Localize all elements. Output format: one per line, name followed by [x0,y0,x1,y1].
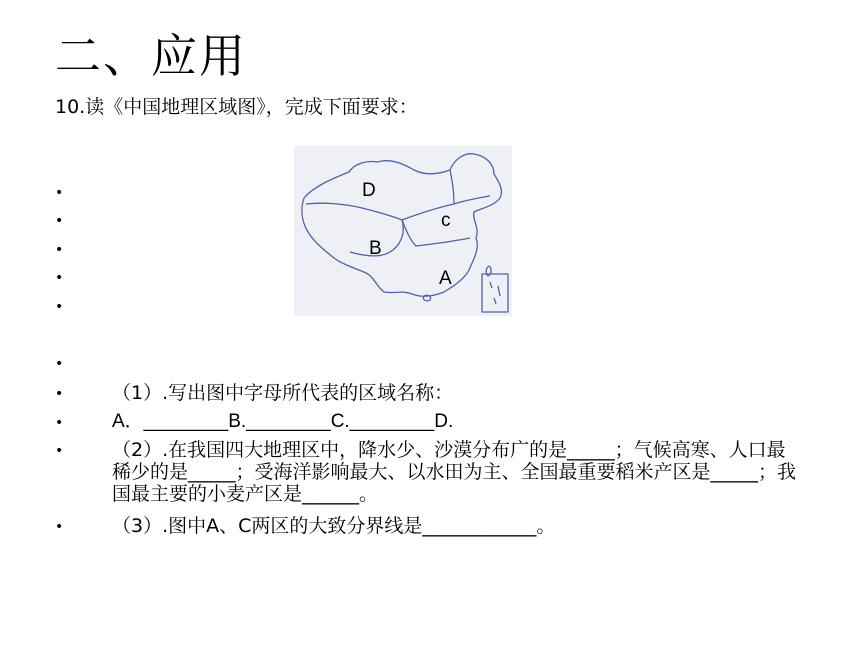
map-label-c: c [441,210,451,231]
bullet: • [55,386,64,402]
bullet: • [55,213,64,229]
bullet: • [55,185,64,201]
bullet: • [55,415,64,431]
bullet: • [55,519,64,535]
map-label-a: A [439,268,452,289]
question-2: （2）.在我国四大地理区中，降水少、沙漠分布广的是_____；气候高寒、人口最稀少的是_____；受海洋影响最大、以水田为主、全国最重要稻米产区是_____；我国最主要的小麦产区是______。 [112,439,797,505]
map-label-b: B [369,238,382,259]
question-intro: 10.读《中国地理区域图》，完成下面要求： [55,96,418,118]
china-region-map [294,146,512,316]
map-outline-drawing [294,146,512,316]
question-1-blanks: A．________B.________C.________D. [112,411,454,432]
question-3: （3）.图中A、C两区的大致分界线是____________。 [112,515,556,537]
map-label-d: D [362,180,376,201]
slide-title: 二、应用 [55,29,247,83]
bullet: • [55,299,64,315]
bullet: • [55,270,64,286]
bullet: • [55,242,64,258]
question-1: （1）.写出图中字母所代表的区域名称： [112,382,454,404]
bullet: • [55,356,64,372]
bullet: • [55,443,64,459]
